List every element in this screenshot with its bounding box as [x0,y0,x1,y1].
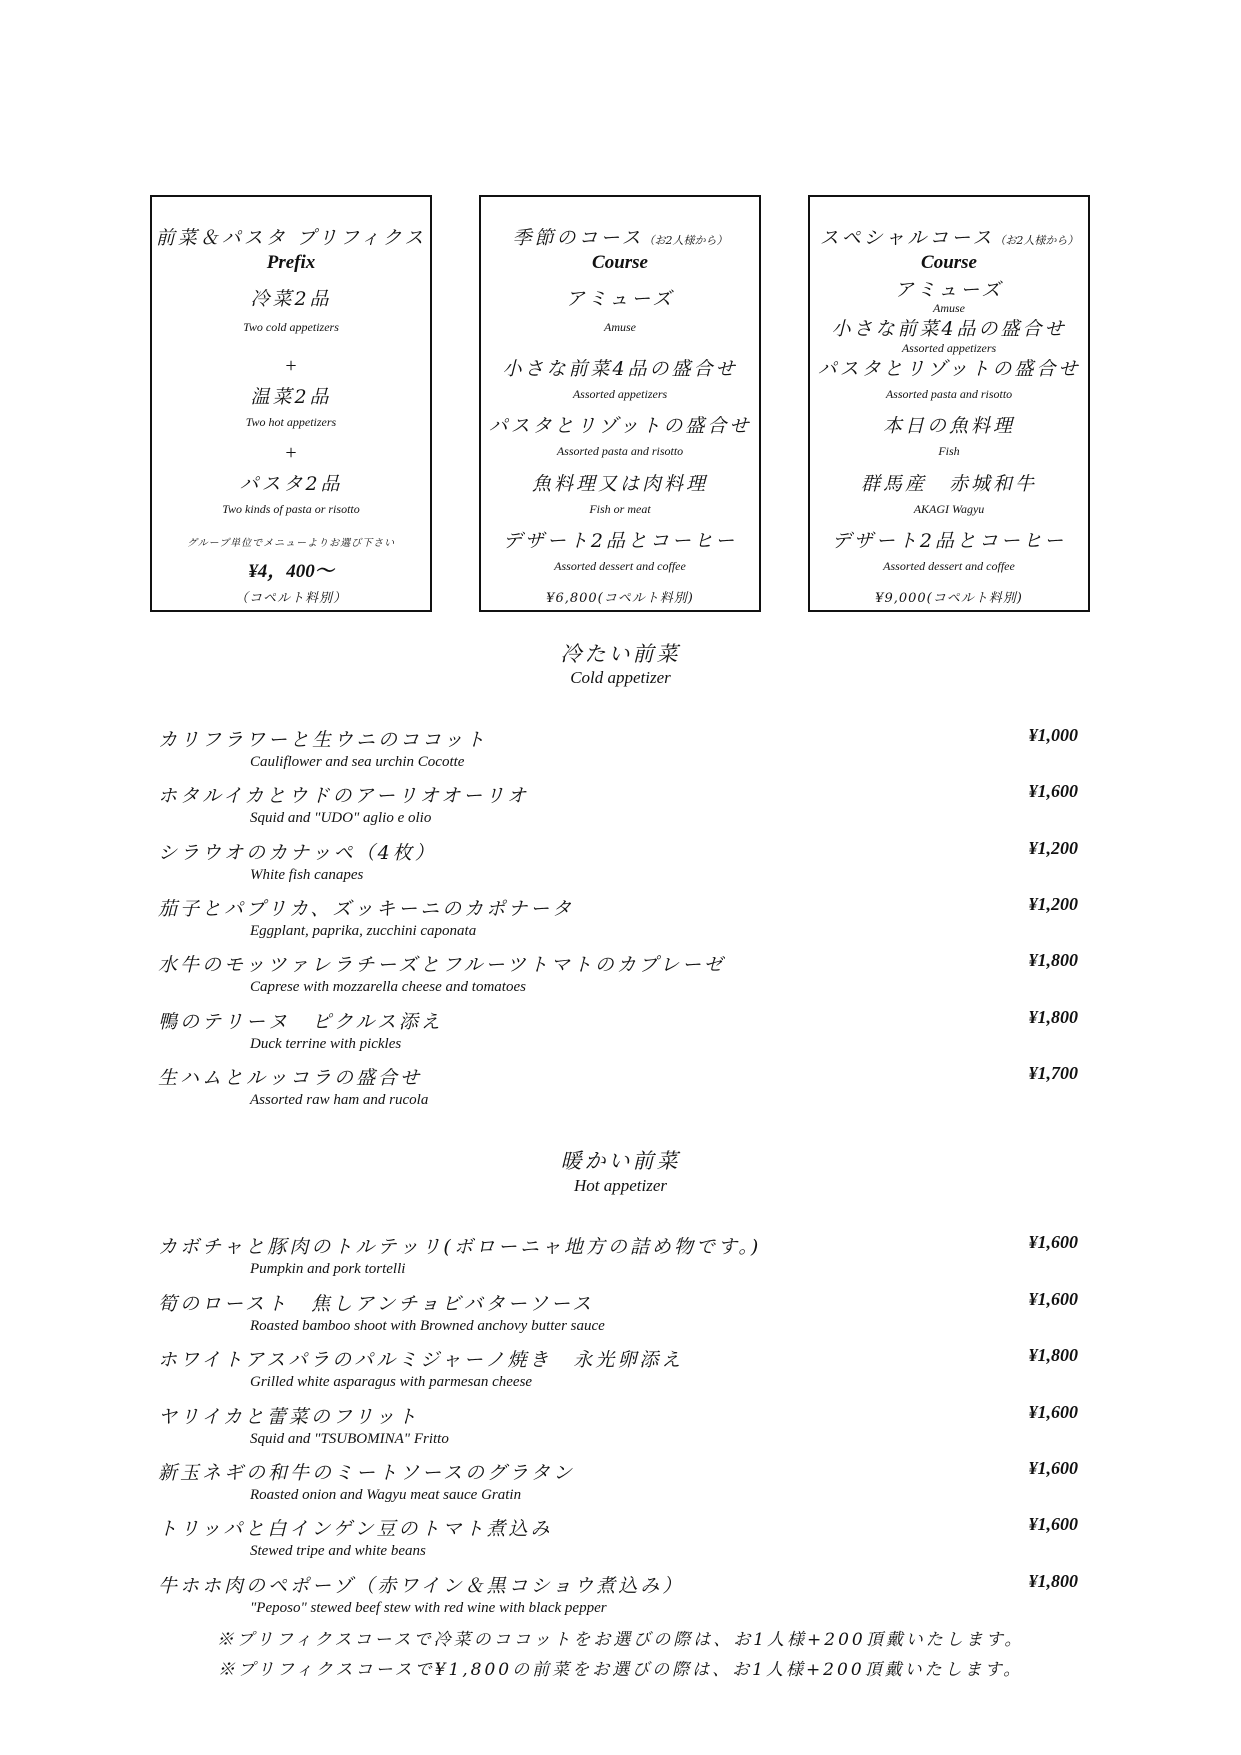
course-title-en: Prefix [266,252,316,273]
course-line-en: Assorted appetizers [572,387,668,401]
course-price-note: ¥9,000(コペルト料別) [875,591,1023,606]
course-price-note: ¥6,800(コペルト料別) [546,591,694,606]
item-price: ¥1,600 [1028,1514,1078,1534]
course-line: 温菜2品 [250,386,332,408]
item-price: ¥1,800 [1028,1007,1078,1027]
item-price: ¥1,700 [1028,1063,1078,1083]
section-title-hot: 暖かい前菜 [560,1149,681,1173]
section-subtitle-cold: Cold appetizer [570,668,671,687]
menu-item [158,1289,1078,1345]
item-name-en: Roasted onion and Wagyu meat sauce Gratin [250,1487,522,1503]
course-line-en: AKAGI Wagyu [913,502,985,516]
section-subtitle-hot: Hot appetizer [573,1176,668,1195]
course-line: パスタとリゾットの盛合せ [817,358,1081,380]
footnote: ※プリフィクスコースで¥1,800の前菜をお選びの際は、お1人様+200頂戴いたします。 [217,1660,1024,1680]
item-name: 鴨のテリーヌ ピクルス添え [158,1011,443,1033]
item-name-en: Duck terrine with pickles [250,1036,402,1052]
course-line-en: Assorted dessert and coffee [883,559,1015,573]
course-line: パスタ2品 [239,473,343,495]
item-name-en: Assorted raw ham and rucola [250,1092,429,1108]
course-title: 季節のコース（お2人様から） [512,227,728,249]
item-price: ¥1,200 [1028,838,1078,858]
section-title-cold: 冷たい前菜 [560,642,681,666]
course-line: 小さな前菜4品の盛合せ [502,358,738,380]
course-line: アミューズ [565,288,675,310]
course-line-en: Fish [938,444,960,458]
item-name-en: Squid and "UDO" aglio e olio [250,810,432,826]
plus-sign: + [285,442,297,464]
item-name-en: Pumpkin and pork tortelli [250,1261,406,1277]
course-line-en: Assorted pasta and risotto [556,444,684,458]
item-name: 茄子とパプリカ、ズッキーニのカポナータ [158,898,575,920]
item-price: ¥1,600 [1028,1458,1078,1478]
menu-item [158,894,1078,950]
menu-item [158,1458,1078,1514]
item-price: ¥1,800 [1028,950,1078,970]
item-name-en: Roasted bamboo shoot with Browned anchovy butter sauce [250,1318,605,1334]
course-line: 魚料理又は肉料理 [531,473,708,495]
course-line: 小さな前菜4品の盛合せ [831,318,1067,340]
menu-item [158,1402,1078,1458]
course-line-en: Two kinds of pasta or risotto [222,502,360,516]
course-title: 前菜＆パスタ プリフィクス [155,227,427,249]
course-box-prefix [150,195,432,612]
item-name: 新玉ネギの和牛のミートソースのグラタン [158,1462,575,1484]
course-line: 本日の魚料理 [882,415,1015,437]
item-price: ¥1,600 [1028,1289,1078,1309]
menu-item [158,1514,1078,1570]
item-name-en: Stewed tripe and white beans [250,1543,426,1559]
item-name: カリフラワーと生ウニのココット [158,729,488,751]
plus-sign: + [285,355,297,377]
item-name-en: Eggplant, paprika, zucchini caponata [250,923,477,939]
course-title-note: （お2人様から） [994,234,1079,247]
course-line: パスタとリゾットの盛合せ [488,415,752,437]
item-name-en: Cauliflower and sea urchin Cocotte [250,754,465,770]
item-name: 水牛のモッツァレラチーズとフルーツトマトのカプレーゼ [158,954,726,976]
item-price: ¥1,600 [1028,1402,1078,1422]
course-line-en: Assorted dessert and coffee [554,559,686,573]
course-box-special [808,195,1090,612]
menu-item [158,781,1078,837]
course-title: スペシャルコース（お2人様から） [819,227,1079,249]
course-title-en: Course [592,252,648,273]
course-line-en: Fish or meat [589,502,651,516]
menu-item [158,950,1078,1006]
menu-item [158,1345,1078,1401]
item-name: トリッパと白インゲン豆のトマト煮込み [158,1518,553,1540]
item-price: ¥1,800 [1028,1345,1078,1365]
course-line: デザート2品とコーヒー [502,530,738,552]
course-line-en: Amuse [933,301,965,315]
course-line-en: Amuse [604,320,636,334]
item-name: 筍のロースト 焦しアンチョビバターソース [158,1293,595,1315]
course-line-en: Assorted appetizers [901,341,997,355]
course-price-note: （コペルト料別） [234,591,347,606]
item-price: ¥1,600 [1028,781,1078,801]
course-line: デザート2品とコーヒー [831,530,1067,552]
course-title-en: Course [921,252,977,273]
menu-item [158,1007,1078,1063]
course-price: ¥4，400～ [248,561,334,582]
course-line-en: Two hot appetizers [245,415,337,429]
item-name-en: Grilled white asparagus with parmesan cheese [250,1374,533,1390]
item-price: ¥1,200 [1028,894,1078,914]
menu-item [158,838,1078,894]
course-box-seasonal [479,195,761,612]
course-line-en: Two cold appetizers [243,320,339,334]
course-line-en: Assorted pasta and risotto [885,387,1013,401]
course-line: アミューズ [894,279,1004,301]
course-note: グループ単位でメニューよりお選び下さい [186,538,396,549]
item-name-en: "Peposo" stewed beef stew with red wine with black pepper [250,1600,607,1616]
item-price: ¥1,000 [1028,725,1078,745]
item-name: シラウオのカナッペ（4枚） [158,842,437,864]
item-name: ホタルイカとウドのアーリオオーリオ [158,785,529,807]
menu-item [158,725,1078,781]
item-name: ヤリイカと蕾菜のフリット [158,1406,420,1428]
item-name: ホワイトアスパラのパルミジャーノ焼き 永光卵添え [158,1349,684,1371]
item-name: 牛ホホ肉のペポーゾ（赤ワイン＆黒コショウ煮込み） [158,1575,685,1597]
course-title-note: （お2人様から） [643,234,728,247]
item-name: 生ハムとルッコラの盛合せ [158,1067,423,1089]
item-name: カボチャと豚肉のトルテッリ(ボローニャ地方の詰め物です。) [158,1236,762,1258]
item-price: ¥1,600 [1028,1232,1078,1252]
item-name-en: Caprese with mozzarella cheese and tomatoes [250,979,526,995]
course-line: 群馬産 赤城和牛 [860,473,1037,495]
item-price: ¥1,800 [1028,1571,1078,1591]
footnote: ※プリフィクスコースで冷菜のココットをお選びの際は、お1人様+200頂戴いたします。 [216,1630,1025,1650]
menu-item [158,1232,1078,1288]
item-name-en: Squid and "TSUBOMINA" Fritto [250,1431,449,1447]
menu-item [158,1063,1078,1119]
menu-item [158,1571,1078,1627]
course-line: 冷菜2品 [250,288,332,310]
item-name-en: White fish canapes [250,867,364,883]
